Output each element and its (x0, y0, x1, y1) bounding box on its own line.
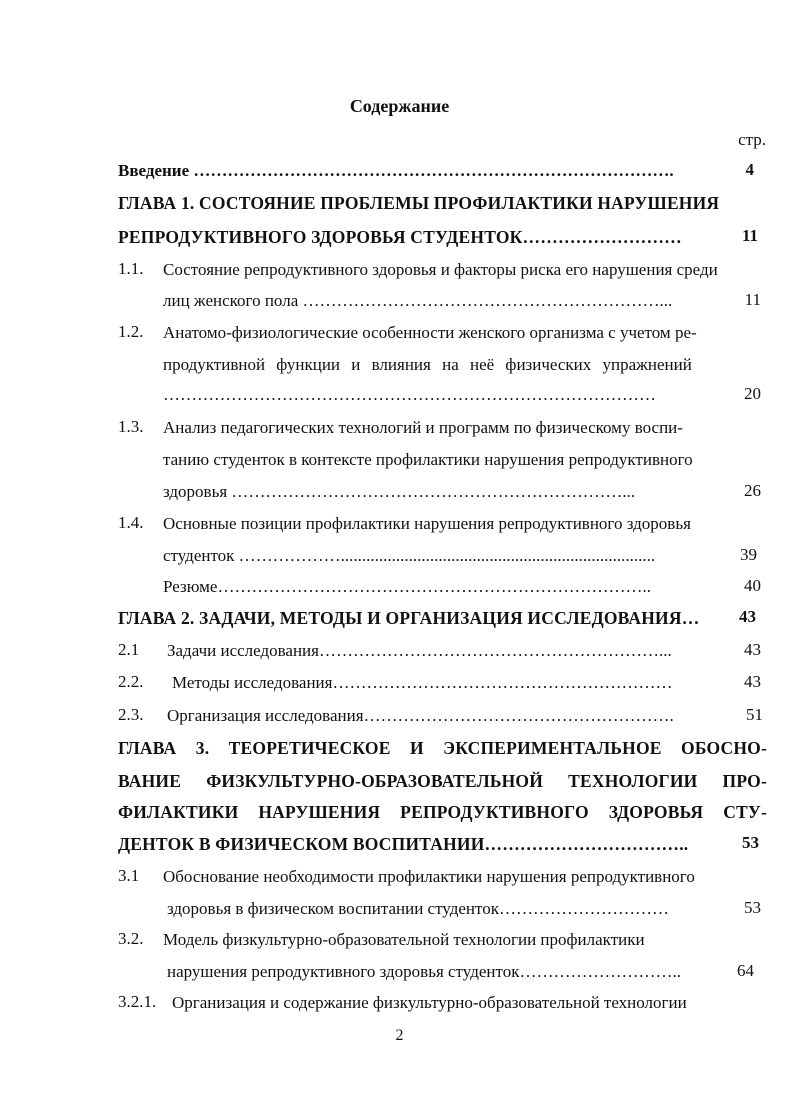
toc-page-number: 11 (741, 226, 758, 245)
toc-section-number: 2.3. (118, 705, 144, 724)
toc-section-number: 1.1. (118, 259, 144, 278)
toc-page-number: 40 (744, 576, 761, 595)
toc-chapter-3-line2[interactable]: ВАНИЕ ФИЗКУЛЬТУРНО-ОБРАЗОВАТЕЛЬНОЙ ТЕХНОЛОГИИ ПРО- (118, 771, 767, 791)
toc-chapter-2[interactable]: ГЛАВА 2. ЗАДАЧИ, МЕТОДЫ И ОРГАНИЗАЦИЯ ИССЛЕДОВАНИЯ… (118, 608, 700, 628)
page-column-label: стр. (738, 130, 766, 149)
toc-section-1-1-line2[interactable]: лиц женского пола ………………………………………………………... (163, 291, 673, 310)
toc-section-1-4-line1[interactable]: Основные позиции профилактики нарушения репродуктивного здоровья (163, 514, 691, 533)
toc-section-2-2[interactable]: Методы исследования…………………………………………………… (172, 673, 673, 692)
toc-section-2-1[interactable]: Задачи исследования……………………………………………………... (167, 641, 672, 660)
toc-section-number: 2.2. (118, 672, 144, 691)
toc-section-1-3-line3[interactable]: здоровья ……………………………………………………………... (163, 482, 636, 501)
page-footer-number: 2 (395, 1027, 404, 1044)
toc-section-number: 1.4. (118, 513, 144, 532)
toc-page-number: 51 (746, 705, 763, 724)
toc-section-number: 2.1 (118, 640, 140, 659)
toc-chapter-3-line3[interactable]: ФИЛАКТИКИ НАРУШЕНИЯ РЕПРОДУКТИВНОГО ЗДОРОВЬЯ СТУ- (118, 802, 767, 822)
toc-section-3-2-line1[interactable]: Модель физкультурно-образовательной технологии профилактики (163, 930, 645, 949)
page-title: Содержание (349, 96, 450, 116)
toc-section-1-3-line2[interactable]: танию студенток в контексте профилактики нарушения репродуктивного (163, 450, 693, 469)
toc-chapter-3-line1[interactable]: ГЛАВА 3. ТЕОРЕТИЧЕСКОЕ И ЭКСПЕРИМЕНТАЛЬНОЕ ОБОСНО- (118, 738, 767, 758)
toc-section-1-2-line2[interactable]: продуктивной функции и влияния на неё физических упражнений (163, 355, 692, 374)
toc-section-3-1-line2[interactable]: здоровья в физическом воспитании студенток………………………… (167, 899, 669, 918)
toc-page-number: 43 (739, 607, 756, 626)
toc-chapter-3-line4[interactable]: ДЕНТОК В ФИЗИЧЕСКОМ ВОСПИТАНИИ…………………………….. (118, 834, 689, 854)
toc-section-1-2-line3[interactable]: …………………………………………………………………………… (163, 385, 656, 404)
toc-page-number: 53 (744, 898, 761, 917)
toc-page-number: 39 (740, 545, 757, 564)
toc-section-3-1-line1[interactable]: Обоснование необходимости профилактики нарушения репродуктивного (163, 867, 695, 886)
toc-page-number: 20 (744, 384, 761, 403)
toc-chapter-1-line2[interactable]: РЕПРОДУКТИВНОГО ЗДОРОВЬЯ СТУДЕНТОК……………………… (118, 227, 682, 247)
toc-section-3-2-line2[interactable]: нарушения репродуктивного здоровья студенток……………………….. (167, 962, 681, 981)
toc-section-1-2-line1[interactable]: Анатомо-физиологические особенности женского организма с учетом ре- (163, 323, 697, 342)
toc-section-1-4-line2[interactable]: студенток ……………….......................................................................... (163, 546, 656, 565)
toc-page-number: 4 (745, 160, 754, 179)
toc-section-3-2-1[interactable]: Организация и содержание физкультурно-образовательной технологии (172, 993, 687, 1012)
toc-entry-intro[interactable] (118, 160, 674, 182)
toc-entry-text: Введение …………………………………………………………………………. (118, 161, 674, 180)
toc-page-number: 53 (742, 833, 759, 852)
toc-section-number: 1.2. (118, 322, 144, 341)
toc-section-2-3[interactable]: Организация исследования………………………………………………. (167, 706, 674, 725)
toc-page-number: 64 (737, 961, 754, 980)
toc-page-number: 26 (744, 481, 761, 500)
toc-page-number: 11 (744, 290, 761, 309)
toc-page-number: 43 (744, 640, 761, 659)
toc-entry-summary[interactable]: Резюме………………………………………………………………….. (163, 577, 651, 596)
toc-section-number: 3.1 (118, 866, 140, 885)
toc-section-number: 1.3. (118, 417, 144, 436)
toc-chapter-1-line1[interactable]: ГЛАВА 1. СОСТОЯНИЕ ПРОБЛЕМЫ ПРОФИЛАКТИКИ НАРУШЕНИЯ (118, 193, 720, 213)
toc-section-number: 3.2.1. (118, 992, 157, 1011)
toc-page-number: 43 (744, 672, 761, 691)
toc-section-1-3-line1[interactable]: Анализ педагогических технологий и программ по физическому воспи- (163, 418, 683, 437)
toc-section-1-1-line1[interactable]: Состояние репродуктивного здоровья и факторы риска его нарушения среди (163, 260, 718, 279)
toc-section-number: 3.2. (118, 929, 144, 948)
